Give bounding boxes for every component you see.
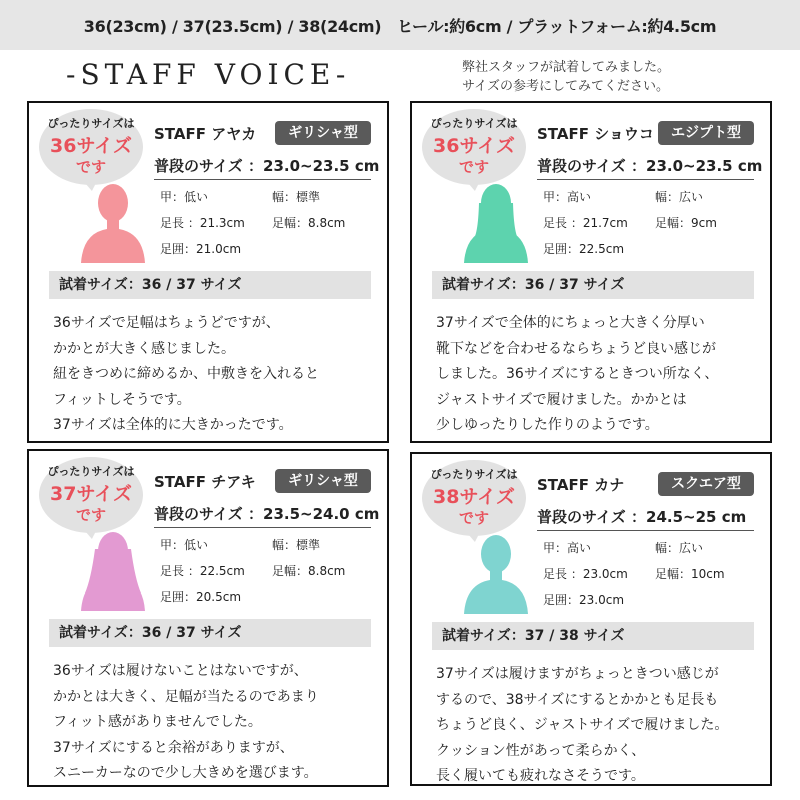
instep: 甲：低い xyxy=(160,538,209,552)
width: 幅：標準 xyxy=(272,190,321,204)
comment-line: 36サイズで足幅はちょうどですが、 xyxy=(53,315,280,331)
comment-line: フィット感がありませんでした。 xyxy=(53,714,262,730)
foot-width: 足幅：8.8cm xyxy=(272,216,346,230)
trial-size: 試着サイズ：36 / 37 サイズ xyxy=(49,271,371,299)
comment-line: 37サイズは履けますがちょっときつい感じが xyxy=(436,666,719,682)
foot-length: 足長 ：23.0cm xyxy=(543,567,628,581)
comment-line: 長く履いても疲れなさそうです。 xyxy=(436,768,645,784)
bubble-size: 36サイズ xyxy=(433,135,515,157)
foot-type-badge: ギリシャ型 xyxy=(275,121,371,145)
width: 幅：広い xyxy=(655,541,704,555)
comment-line: ジャストサイズで履けました。かかとは xyxy=(436,391,687,408)
foot-type-badge: エジプト型 xyxy=(658,121,754,145)
instep: 甲：低い xyxy=(160,190,209,204)
intro-line: サイズの参考にしてみてください。 xyxy=(462,79,669,94)
foot-type-badge: ギリシャ型 xyxy=(275,469,371,493)
comment xyxy=(53,659,319,787)
fit-size-bubble xyxy=(422,460,526,536)
comment-line: かかとが大きく感じました。 xyxy=(53,340,235,357)
instep: 甲：高い xyxy=(543,541,592,555)
foot-width: 足幅：10cm xyxy=(655,567,725,581)
comment-line: 37サイズは全体的に大きかったです。 xyxy=(53,417,293,433)
staff-name: STAFF ショウコ xyxy=(537,125,654,143)
foot-width: 足幅：8.8cm xyxy=(272,564,346,578)
comment-line: するので、38サイズにするとかかとも足長も xyxy=(436,691,719,708)
bubble-size: 37サイズ xyxy=(50,483,132,505)
spec-text: 36(23cm) / 37(23.5cm) / 38(24cm) ヒール:約6cm / プラットフォーム:約4.5cm xyxy=(83,16,717,36)
comment-line: 37サイズで全体的にちょっと大きく分厚い xyxy=(436,315,705,331)
bubble-label: ぴったりサイズは xyxy=(430,468,518,481)
bubble-suffix: です xyxy=(75,506,106,524)
comment-line: しました。36サイズにするときつい所なく、 xyxy=(436,366,719,382)
woman-short-hair-silhouette-icon xyxy=(464,526,528,614)
comment-line: スニーカーなので少し大きめを選びます。 xyxy=(53,765,318,781)
spec-banner xyxy=(0,0,800,50)
comment-line: 靴下などを合わせるならちょうど良い感じが xyxy=(436,340,716,357)
trial-size: 試着サイズ：36 / 37 サイズ xyxy=(49,619,371,647)
woman-long-hair-silhouette-icon xyxy=(464,175,528,263)
staff-name: STAFF チアキ xyxy=(154,473,256,491)
section-title: -STAFF VOICE- xyxy=(66,58,351,91)
usual-size: 普段のサイズ ：23.0~23.5 cm xyxy=(154,155,371,180)
trial-size: 試着サイズ：37 / 38 サイズ xyxy=(432,622,754,650)
comment-line: クッション性があって柔らかく、 xyxy=(436,742,646,759)
trial-size: 試着サイズ：36 / 37 サイズ xyxy=(432,271,754,299)
bubble-size: 38サイズ xyxy=(433,486,515,508)
bubble-size: 36サイズ xyxy=(50,135,132,157)
bubble-label: ぴったりサイズは xyxy=(47,117,135,130)
usual-size: 普段のサイズ ：24.5~25 cm xyxy=(537,506,754,531)
comment xyxy=(436,311,718,439)
staff-card xyxy=(27,101,389,443)
fit-size-bubble xyxy=(422,109,526,185)
comment-line: 少しゆったりした作りのようです。 xyxy=(436,417,659,433)
intro-line: 弊社スタッフが試着してみました。 xyxy=(462,60,671,75)
comment-line: 37サイズにすると余裕がありますが、 xyxy=(53,739,294,756)
staff-name: STAFF カナ xyxy=(537,476,625,494)
woman-ponytail-silhouette-icon xyxy=(81,175,145,263)
comment-line: 紐をきつめに締めるか、中敷きを入れると xyxy=(53,366,319,382)
foot-length: 足長 ：22.5cm xyxy=(160,564,245,578)
comment-line: かかとは大きく、足幅が当たるのであまり xyxy=(53,688,319,705)
foot-girth: 足囲：21.0cm xyxy=(160,242,242,256)
usual-size: 普段のサイズ ：23.0~23.5 cm xyxy=(537,155,754,180)
staff-card xyxy=(410,452,772,786)
bubble-label: ぴったりサイズは xyxy=(430,117,518,130)
bubble-suffix: です xyxy=(458,158,489,176)
fit-size-bubble xyxy=(39,457,143,533)
foot-girth: 足囲：23.0cm xyxy=(543,593,625,607)
foot-width: 足幅：9cm xyxy=(655,216,717,230)
intro-text xyxy=(462,58,670,96)
comment-line: フィットしそうです。 xyxy=(53,391,191,408)
comment xyxy=(53,311,319,439)
width: 幅：広い xyxy=(655,190,704,204)
staff-card xyxy=(27,449,389,787)
foot-length: 足長 ：21.3cm xyxy=(160,216,245,230)
staff-name: STAFF アヤカ xyxy=(154,125,257,143)
comment-line: 36サイズは履けないことはないですが、 xyxy=(53,663,308,679)
instep: 甲：高い xyxy=(543,190,592,204)
foot-length: 足長 ：21.7cm xyxy=(543,216,628,230)
bubble-suffix: です xyxy=(75,158,106,176)
bubble-suffix: です xyxy=(458,509,489,527)
foot-girth: 足囲：20.5cm xyxy=(160,590,242,604)
fit-size-bubble xyxy=(39,109,143,185)
width: 幅：標準 xyxy=(272,538,321,552)
woman-wavy-hair-silhouette-icon xyxy=(81,523,145,611)
staff-card xyxy=(410,101,772,443)
foot-girth: 足囲：22.5cm xyxy=(543,242,625,256)
usual-size: 普段のサイズ ：23.5~24.0 cm xyxy=(154,503,371,528)
comment xyxy=(436,662,728,790)
comment-line: ちょうど良く、ジャストサイズで履けました。 xyxy=(436,717,729,733)
bubble-label: ぴったりサイズは xyxy=(47,465,135,478)
foot-type-badge: スクエア型 xyxy=(658,472,754,496)
